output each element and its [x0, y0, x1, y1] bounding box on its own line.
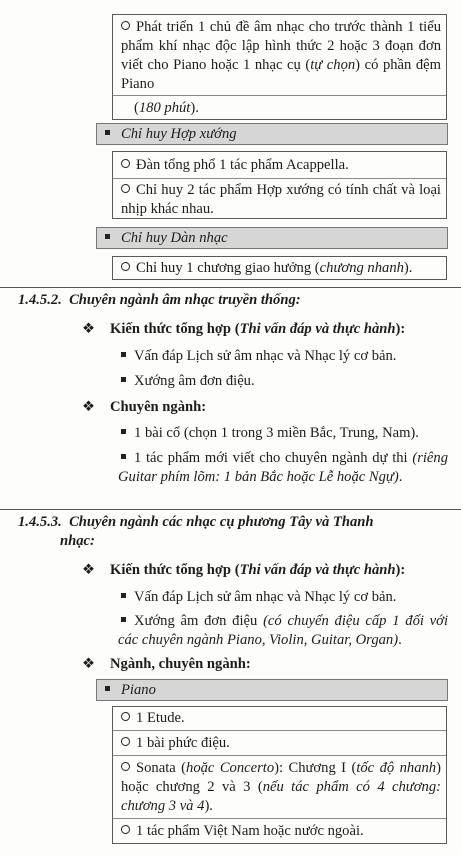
circle-bullet-icon: [121, 184, 130, 193]
divider: [113, 730, 446, 731]
general-knowledge-heading: ❖ Kiến thức tổng hợp (Thi vấn đáp và thực hành):: [82, 321, 406, 337]
section-1453-heading: 1.4.5.3. Chuyên ngành các nhạc cụ phương Tây và Thanh: [18, 514, 374, 530]
list-item: Xướng âm đơn điệu (có chuyển điệu cấp 1 đối với các chuyên ngành Piano, Violin, Guitar, Organ).: [118, 613, 449, 648]
piano-item-sonata: Sonata (hoặc Concerto): Chương I (tốc độ nhanh) hoặc chương 2 và 3 (nếu tác phẩm có 4 chương: chương 3 và 4).: [121, 760, 442, 814]
major-heading: ❖ Chuyên ngành:: [82, 399, 207, 415]
circle-bullet-icon: [121, 159, 130, 168]
section-divider: [0, 509, 461, 510]
circle-bullet-icon: [121, 21, 130, 30]
circle-bullet-icon: [121, 712, 130, 721]
composition-text: Phát triển 1 chủ đề âm nhạc cho trước thành 1 tiểu phẩm khí nhạc độc lập hình thức 2 hoặc 3 đoạn đơn viết cho Piano hoặc 1 nhạc cụ (tự chọn) có phần đệm Piano: [121, 19, 442, 92]
section-divider: [0, 287, 461, 288]
majors-heading: ❖ Ngành, chuyên ngành:: [82, 656, 251, 672]
circle-bullet-icon: [121, 825, 130, 834]
square-bullet-icon: [121, 617, 126, 622]
section-1452-heading: 1.4.5.2. Chuyên ngành âm nhạc truyền thống:: [18, 292, 301, 308]
piano-header: Piano: [96, 679, 448, 701]
diamond-bullet-icon: ❖: [82, 321, 96, 337]
choir-item-2: Chỉ huy 2 tác phẩm Hợp xướng có tính chất và loại nhịp khác nhau.: [121, 182, 441, 217]
choir-conducting-header: Chỉ huy Hợp xướng: [96, 123, 448, 145]
list-item: Xướng âm đơn điệu.: [121, 372, 255, 391]
square-bullet-icon: [121, 352, 126, 357]
divider: [113, 755, 446, 756]
divider: [113, 95, 446, 96]
orchestra-item-1: Chỉ huy 1 chương giao hưởng (chương nhanh).: [121, 259, 441, 278]
diamond-bullet-icon: ❖: [82, 399, 96, 415]
piano-item-vietnam: 1 tác phẩm Việt Nam hoặc nước ngoài.: [121, 822, 441, 841]
diamond-bullet-icon: ❖: [82, 656, 96, 672]
square-bullet-icon: [121, 454, 126, 459]
square-bullet-icon: [105, 234, 110, 239]
diamond-bullet-icon: ❖: [82, 562, 96, 578]
choir-item-1: Đàn tổng phổ 1 tác phẩm Acappella.: [121, 156, 441, 175]
composition-duration: (180 phút).: [134, 100, 199, 116]
square-bullet-icon: [121, 593, 126, 598]
list-item: 1 tác phẩm mới viết cho chuyên ngành dự thi (riêng Guitar phím lõm: 1 bản Bắc hoặc Lễ hoặc Ngự).: [118, 450, 448, 485]
piano-item-etude: 1 Etude.: [121, 709, 441, 728]
circle-bullet-icon: [121, 262, 130, 271]
piano-item-polyphony: 1 bài phức điệu.: [121, 734, 441, 753]
square-bullet-icon: [105, 130, 110, 135]
square-bullet-icon: [121, 377, 126, 382]
square-bullet-icon: [121, 429, 126, 434]
general-knowledge-heading: ❖ Kiến thức tổng hợp (Thi vấn đáp và thực hành):: [82, 562, 406, 578]
circle-bullet-icon: [121, 737, 130, 746]
divider: [113, 818, 446, 819]
divider: [113, 178, 446, 179]
square-bullet-icon: [105, 686, 110, 691]
list-item: Vấn đáp Lịch sử âm nhạc và Nhạc lý cơ bản.: [121, 347, 396, 366]
section-1453-heading-cont: nhạc:: [60, 533, 95, 549]
list-item: Vấn đáp Lịch sử âm nhạc và Nhạc lý cơ bản.: [121, 588, 396, 607]
orchestra-conducting-header: Chỉ huy Dàn nhạc: [96, 227, 448, 249]
list-item: 1 bài cổ (chọn 1 trong 3 miền Bắc, Trung, Nam).: [121, 424, 419, 443]
circle-bullet-icon: [121, 762, 130, 771]
